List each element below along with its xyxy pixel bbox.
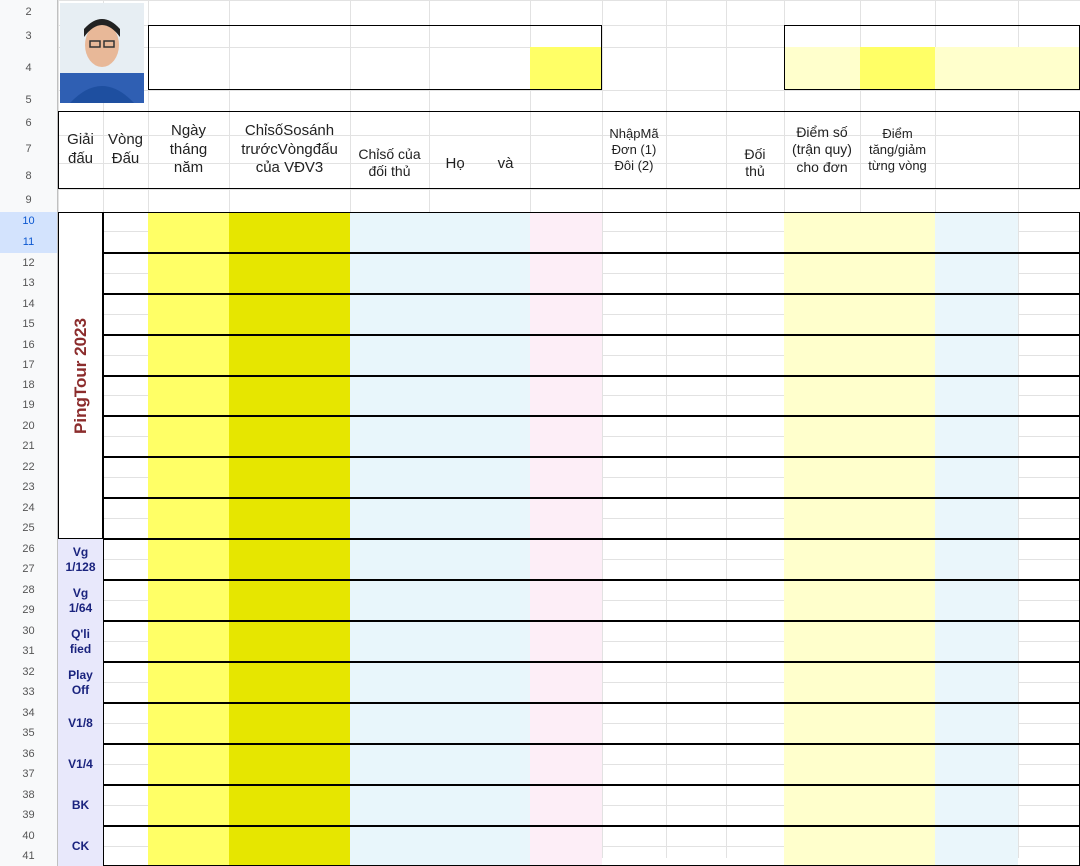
column-number [148,189,229,212]
giai-line: 1/128 [65,559,96,574]
row-header: 19 [0,395,58,416]
giai-cell [58,662,103,703]
giai-cell [58,621,103,662]
column-number [602,189,666,212]
giai-line: Vg [72,586,89,601]
row-header: 9 [0,189,58,212]
row-header: 27 [0,559,58,580]
row-header: 21 [0,436,58,457]
giai-cell [58,539,103,580]
row-header: 23 [0,477,58,498]
giai-cell [58,744,103,785]
round-box [103,826,1080,866]
row-header: 15 [0,314,58,335]
row-header: 34 [0,703,58,723]
row-header: 7 [0,135,58,163]
round-box [103,621,1080,662]
row-header: 35 [0,723,58,744]
giai-line: BK [71,798,90,813]
vong-dau-header-line: Vòng [107,131,144,149]
round-box [103,785,1080,826]
giai-dau-header-line: đấu [67,150,94,167]
diem-tang-header-line: tăng/giảm [868,141,927,157]
diem-tang-header-line: Điểm [882,125,913,141]
row-header: 33 [0,682,58,703]
row-header: 38 [0,785,58,805]
round-box [103,457,1080,498]
diem-tang-header-line: từng vòng [868,158,927,174]
avatar [60,3,144,103]
nhap-ma-header-line: Đôi (2) [614,158,654,174]
row-header: 37 [0,764,58,785]
round-box [103,376,1080,416]
row-header: 8 [0,163,58,189]
row-header: 17 [0,355,58,376]
round-box [103,212,1080,253]
round-box [103,744,1080,785]
row-header: 2 [0,0,58,25]
round-box [103,253,1080,294]
round-box [103,580,1080,621]
giai-line: Q'li [71,627,90,642]
row-header: 24 [0,498,58,518]
row-header: 28 [0,580,58,600]
va-label: và [497,154,514,172]
doi-thu-header-line: Đối [744,145,766,162]
giai-line: Play [68,668,93,683]
row-header: 29 [0,600,58,621]
header-box [784,25,1080,90]
column-number [726,189,784,212]
header-box [148,25,602,90]
giai-cell [58,703,103,744]
giai-cell [58,826,103,866]
row-header: 10 [0,212,58,231]
nhap-ma-header-line: Đơn (1) [611,141,657,157]
column-number [229,189,350,212]
column-number [58,189,103,212]
giai-line: V1/8 [68,716,93,731]
row-header: 39 [0,805,58,826]
column-number [860,189,935,212]
round-box [103,662,1080,703]
ho-label: Họ [445,154,465,172]
giai-cell [58,580,103,621]
round-box [103,416,1080,457]
column-number [666,189,726,212]
pingtour-box [58,212,103,539]
row-header: 6 [0,111,58,135]
row-header: 40 [0,826,58,846]
row-header: 12 [0,253,58,273]
diem-so-header-line: (trận quy) [792,141,852,158]
giai-line: 1/64 [68,600,93,615]
chiso-doi-thu-header-line: Chỉsố của [358,145,421,162]
gridline [58,0,1080,1]
row-header: 14 [0,294,58,314]
giai-dau-header-line: Giải [67,131,94,149]
nhap-ma-header-line: NhậpMã [609,125,659,141]
row-header: 18 [0,376,58,395]
row-header: 16 [0,335,58,355]
row-header: 13 [0,273,58,294]
giai-cell [58,785,103,826]
diem-so-header-line: cho đơn [796,158,848,175]
diem-so-header-line: Điểm số [796,123,848,140]
giai-line: V1/4 [68,757,93,772]
pingtour-text: PingTour 2023 [70,317,90,434]
giai-line: Off [71,682,90,697]
ngay-header-line: Ngày [170,121,207,139]
column-number [350,189,429,212]
row-header: 36 [0,744,58,764]
column-number [103,189,148,212]
chiso-header-line: của VĐV3 [255,159,324,177]
header-box [58,111,1080,189]
row-header: 32 [0,662,58,682]
row-header: 30 [0,621,58,641]
chiso-doi-thu-header-line: đối thủ [368,163,411,179]
row-header: 31 [0,641,58,662]
row-header: 3 [0,25,58,47]
row-header: 22 [0,457,58,477]
giai-line: fied [69,641,92,656]
row-header: 11 [0,231,58,253]
doi-thu-header-line: thủ [745,163,765,179]
column-number [935,189,1018,212]
row-header: 4 [0,47,58,90]
column-number [429,189,602,212]
row-header: 5 [0,90,58,111]
vong-dau-header-line: Đấu [111,150,140,167]
giai-line: CK [71,838,90,853]
column-number [1018,189,1080,212]
round-box [103,335,1080,376]
row-header: 41 [0,846,58,866]
ngay-header-line: năm [173,159,204,177]
ngay-header-line: tháng [169,140,208,158]
round-box [103,498,1080,539]
chiso-header-line: trướcVòngđấu [241,140,338,158]
row-header: 26 [0,539,58,559]
row-header: 25 [0,518,58,539]
round-box [103,703,1080,744]
column-number [784,189,860,212]
gridline [58,90,1080,91]
round-box [103,294,1080,335]
chiso-header-line: ChỉsốSosánh [244,121,335,139]
row-header: 20 [0,416,58,436]
giai-line: Vg [72,545,89,560]
round-box [103,539,1080,580]
